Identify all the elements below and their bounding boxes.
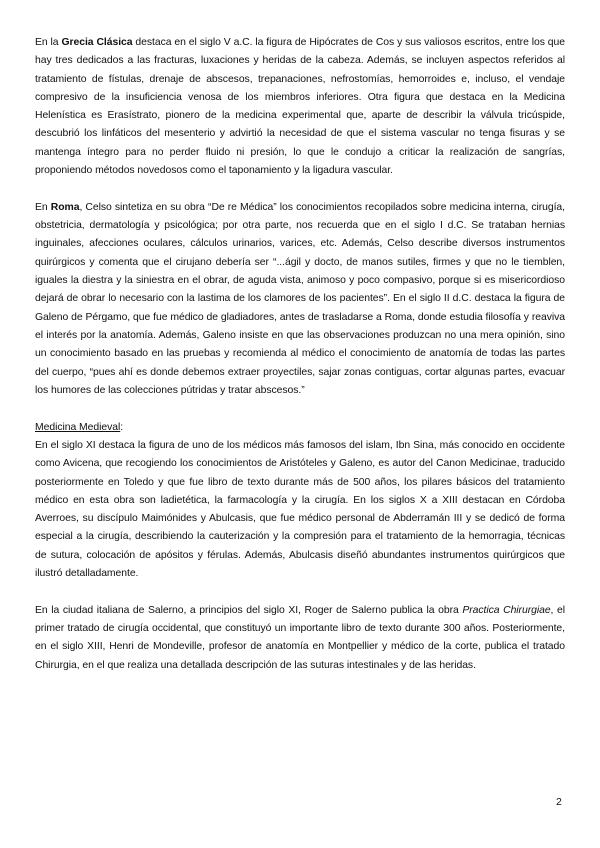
text-run: , el primer tratado de cirugía occidental, que constituyó un importante libro de texto durante 300 años. Posteriormente, en el siglo XIII, Henri de Mondeville, profesor de anatomía en Montpellier y médico de la corte, publica el tratado Chirurgia, en el que realiza una detallada descripción de las suturas intestinales y de las heridas. (35, 604, 565, 671)
paragraph-salerno (35, 602, 565, 675)
page-number: 2 (556, 796, 562, 808)
paragraph-roma (35, 199, 565, 400)
section-heading-medieval: Medicina Medieval (35, 421, 121, 433)
italic-title-practica: Practica Chirurgiae (462, 604, 551, 616)
bold-term-roma: Roma (50, 201, 80, 213)
text-run: : (120, 421, 124, 433)
paragraph-medieval (35, 419, 565, 584)
paragraph-grecia (35, 34, 565, 180)
text-run: destaca en el siglo V a.C. la figura de Hipócrates de Cos y sus valiosos escritos, entre los que hay tres dedicados a las fracturas, luxaciones y heridas de la cabeza. Además, se incluyen aspectos referidos al tratamiento de fístulas, drenaje de abscesos, trepanaciones, nefrostomías, hemorroides e, incluso, el vendaje compresivo de la insuficiencia venosa de los miembros inferiores. Otra figura que destaca en la Medicina Helenística es Erasístrato, pionero de la medicina experimental que, aparte de describir la válvula tricúspide, descubrió los linfáticos del mesenterio y advirtió la necesidad de que el sistema vascular no tenga fisuras y se mantenga íntegro para no perder fluido ni presión, lo que le condujo a criticar la realización de sangrías, proponiendo métodos novedosos como el taponamiento y la ligadura vascular. (35, 37, 565, 177)
text-run: En el siglo XI destaca la figura de uno de los médicos más famosos del islam, Ibn Sina, más conocido en occidente como Avicena, que recogiendo los conocimientos de Aristóteles y Galeno, es autor del Canon Medicinae, traducido posteriormente en Toledo y que fue libro de texto durante más de 500 años, los pilares básicos del tratamiento médico en esta obra son ladietética, la farmacología y la cirugía. En los siglos X a XIII destacan en Córdoba Averroes, su discípulo Maimónides y Abulcasis, que fue médico personal de Abderramán III y se dedicó de forma especial a la cirugía, describiendo la cauterización y la compresión para el tratamiento de la hemorragia, técnicas de sutura, colocación de apósitos y férulas. Además, Abulcasis diseñó abundantes instrumentos quirúrgicos que ilustró detalladamente. (35, 439, 565, 580)
bold-term-grecia: Grecia Clásica (61, 37, 133, 48)
document-body (35, 34, 565, 694)
text-run: En la (35, 37, 62, 48)
text-run: En la ciudad italiana de Salerno, a principios del siglo XI, Roger de Salerno publica la obra (35, 604, 463, 616)
text-run: , Celso sintetiza en su obra “De re Médica” los conocimientos recopilados sobre medicina interna, cirugía, obstetricia, dermatología y psicológica; por otra parte, nos recuerda que en el siglo I d.C. Se trataban hernias inguinales, afecciones oculares, cálculos urinarios, varices, etc. Además, Celso describe diversos instrumentos quirúrgicos y comenta que el cirujano debería ser “...ágil y docto, de manos sutiles, firmes y que no le tiemblen, iguales la diestra y la siniestra en el obrar, de aguda vista, animoso y poco compasivo, porque si es misericordioso dejará de obrar lo necesario con la lastima de los clamores de los pacientes”. En el siglo II d.C. destaca la figura de Galeno de Pérgamo, que fue médico de gladiadores, antes de trasladarse a Roma, donde estudia filosofía y reaviva el interés por la anatomía. Además, Galeno insiste en que las observaciones produzcan no una mera opinión, sino un conocimiento basado en las pruebas y recomienda al médico el conocimiento de anatomía de todas las partes del cuerpo, “pues ahí es donde debemos extraer proyectiles, sajar zonas contiguas, cortar algunas partes, evacuar los humores de las colecciones pútridas y tratar abscesos.” (35, 201, 565, 396)
text-run: En (35, 201, 51, 213)
